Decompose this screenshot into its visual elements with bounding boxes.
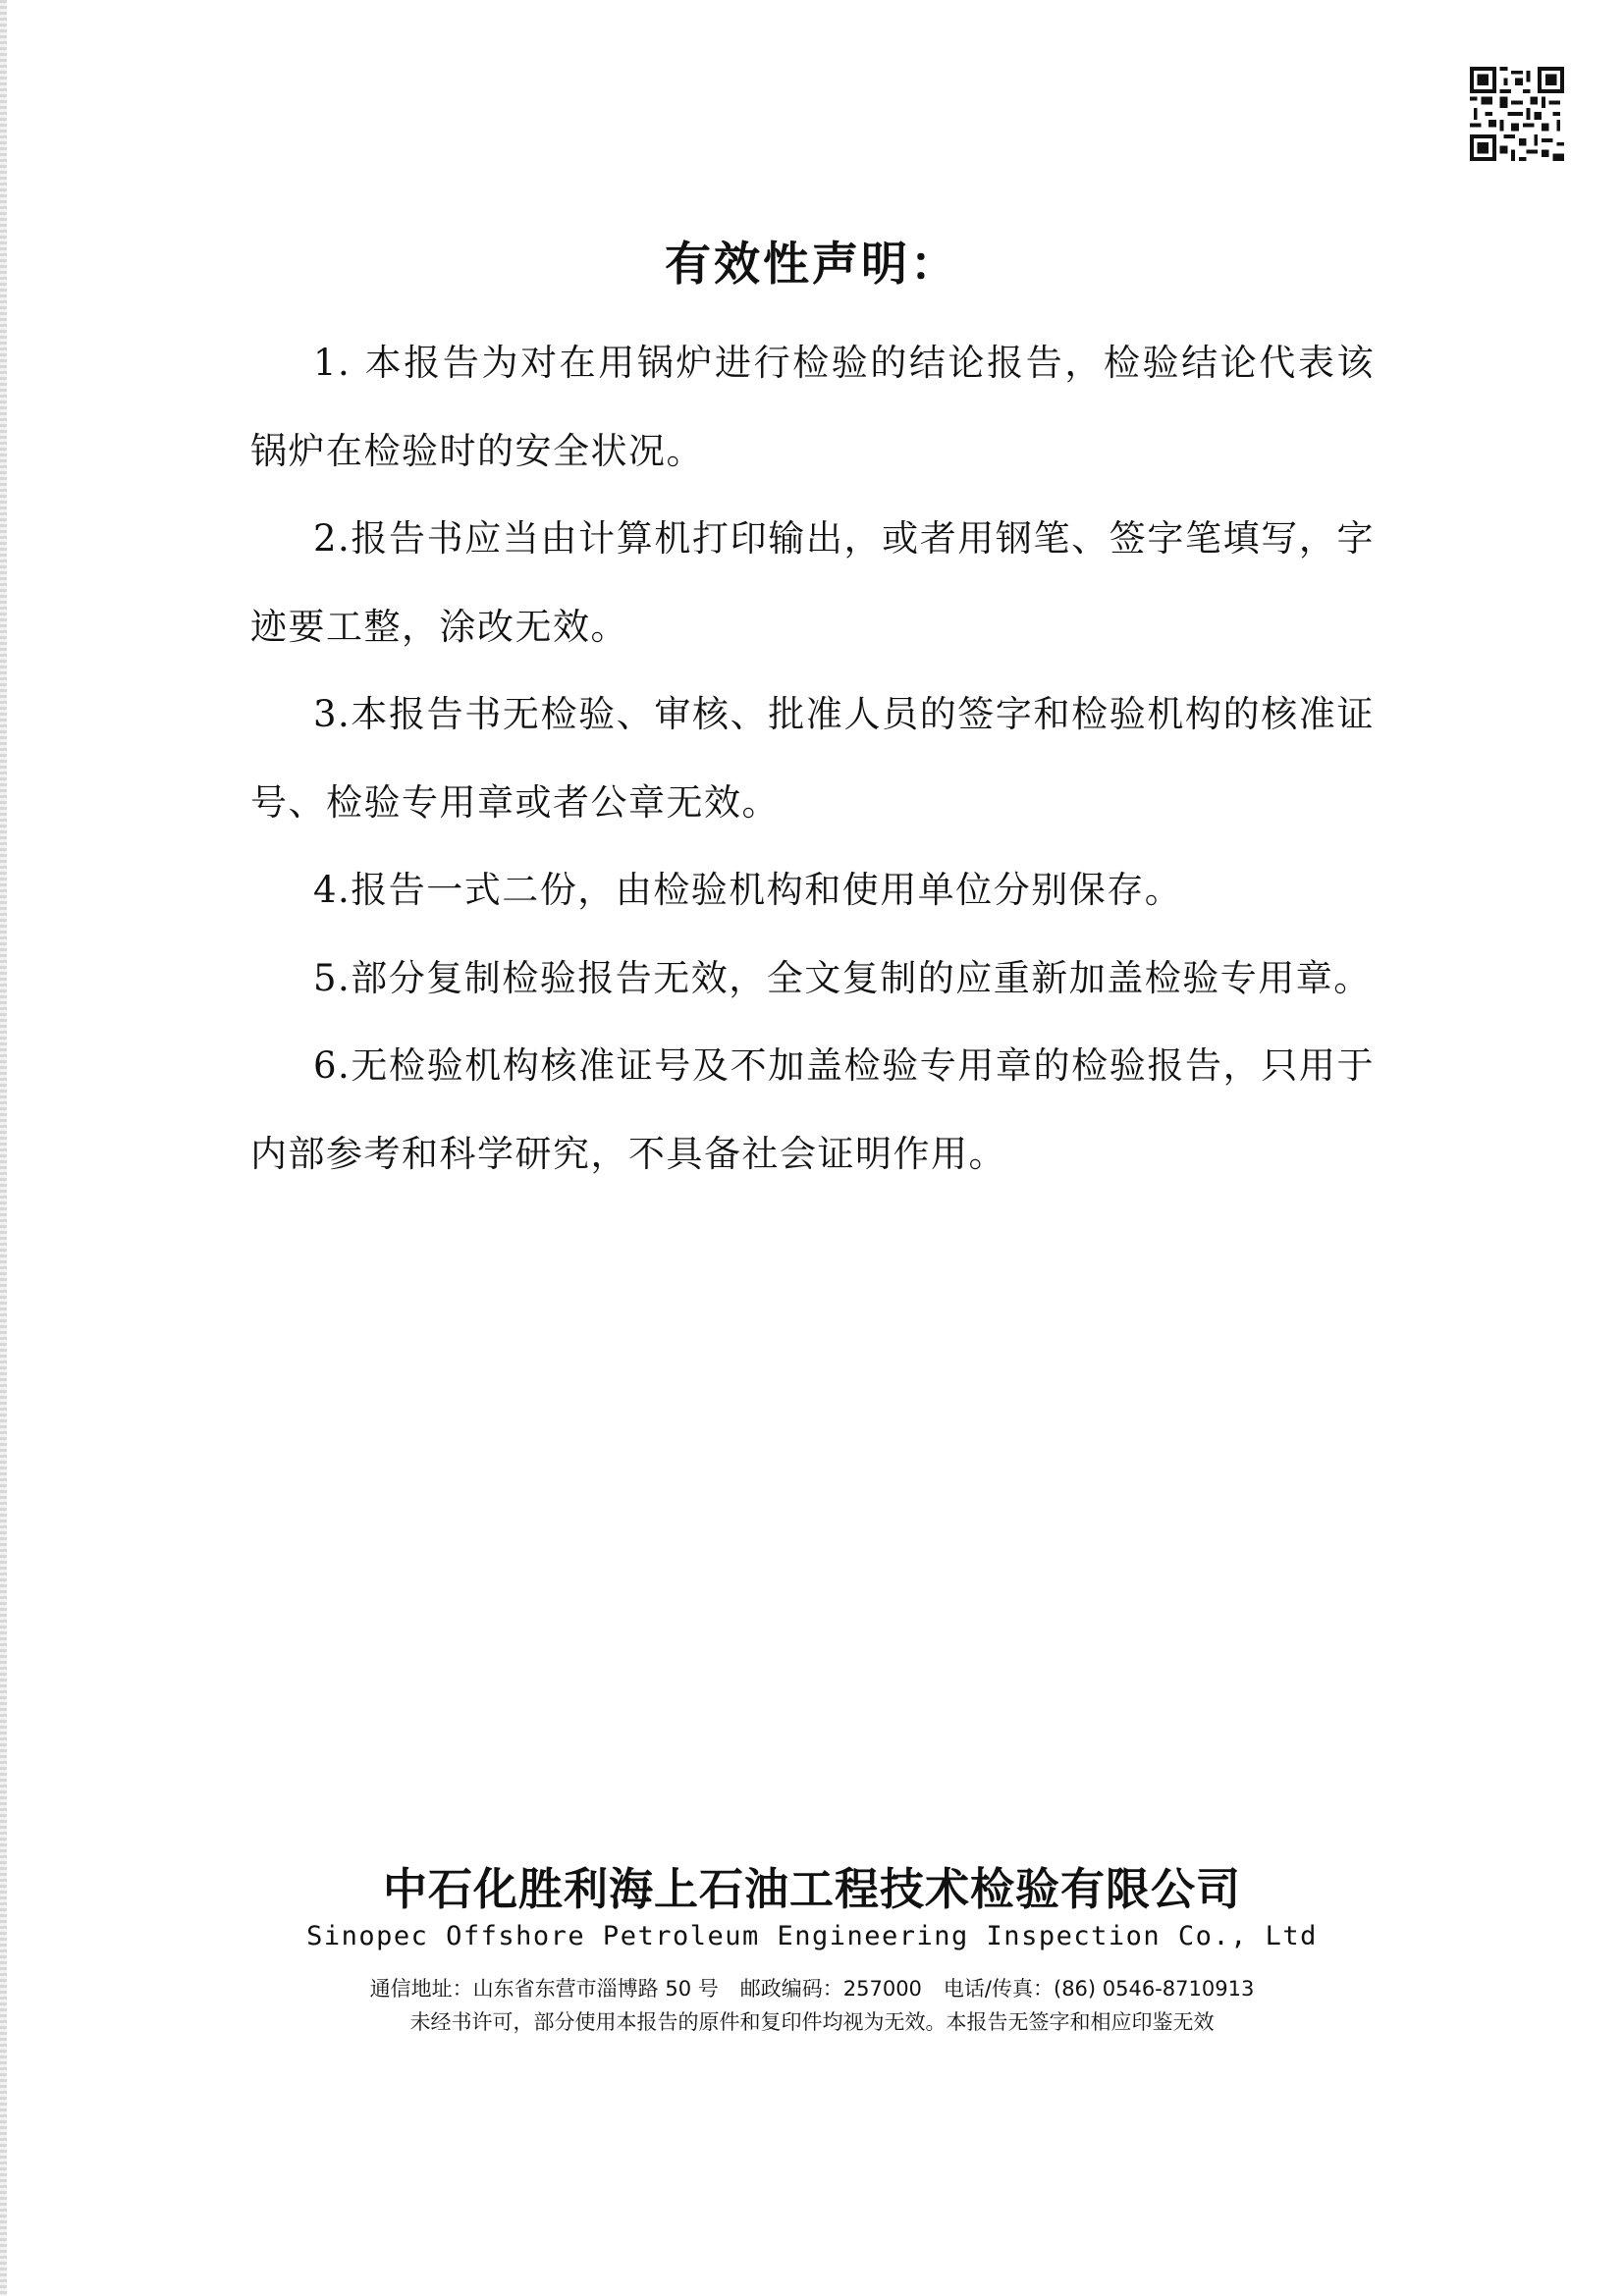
company-name-english: Sinopec Offshore Petroleum Engineering Inspection Co., Ltd — [306, 1921, 1318, 1951]
statement-list — [250, 319, 1375, 1198]
statement-3: 3.本报告书无检验、审核、批准人员的签字和检验机构的核准证号、检验专用章或者公章无效。 — [250, 693, 1375, 824]
statement-2: 2.报告书应当由计算机打印输出，或者用钢笔、签字笔填写，字迹要工整，涂改无效。 — [250, 517, 1375, 648]
statement-6: 6.无检验机构核准证号及不加盖检验专用章的检验报告，只用于内部参考和科学研究，不具备社会证明作用。 — [250, 1044, 1375, 1175]
phone-text: 电话/传真：(86) 0546-8710913 — [943, 1977, 1255, 2001]
page-title: 有效性声明： — [665, 238, 959, 292]
statement-1: 1. 本报告为对在用锅炉进行检验的结论报告，检验结论代表该锅炉在检验时的安全状况。 — [250, 342, 1375, 472]
contact-line — [0, 1972, 1624, 2005]
statement-5: 5.部分复制检验报告无效，全文复制的应重新加盖检验专用章。 — [313, 956, 1372, 999]
postcode-text: 邮政编码：257000 — [739, 1977, 922, 2001]
address-text: 通信地址：山东省东营市淄博路 50 号 — [369, 1977, 719, 2001]
company-block — [0, 1862, 1624, 1954]
qr-code-icon — [1470, 67, 1564, 161]
footer — [0, 1972, 1624, 2039]
statement-4: 4.报告一式二份，由检验机构和使用单位分别保存。 — [313, 869, 1183, 911]
notice-text: 未经书许可，部分使用本报告的原件和复印件均视为无效。本报告无签字和相应印鉴无效 — [409, 2010, 1215, 2034]
company-name-chinese: 中石化胜利海上石油工程技术检验有限公司 — [382, 1863, 1241, 1915]
